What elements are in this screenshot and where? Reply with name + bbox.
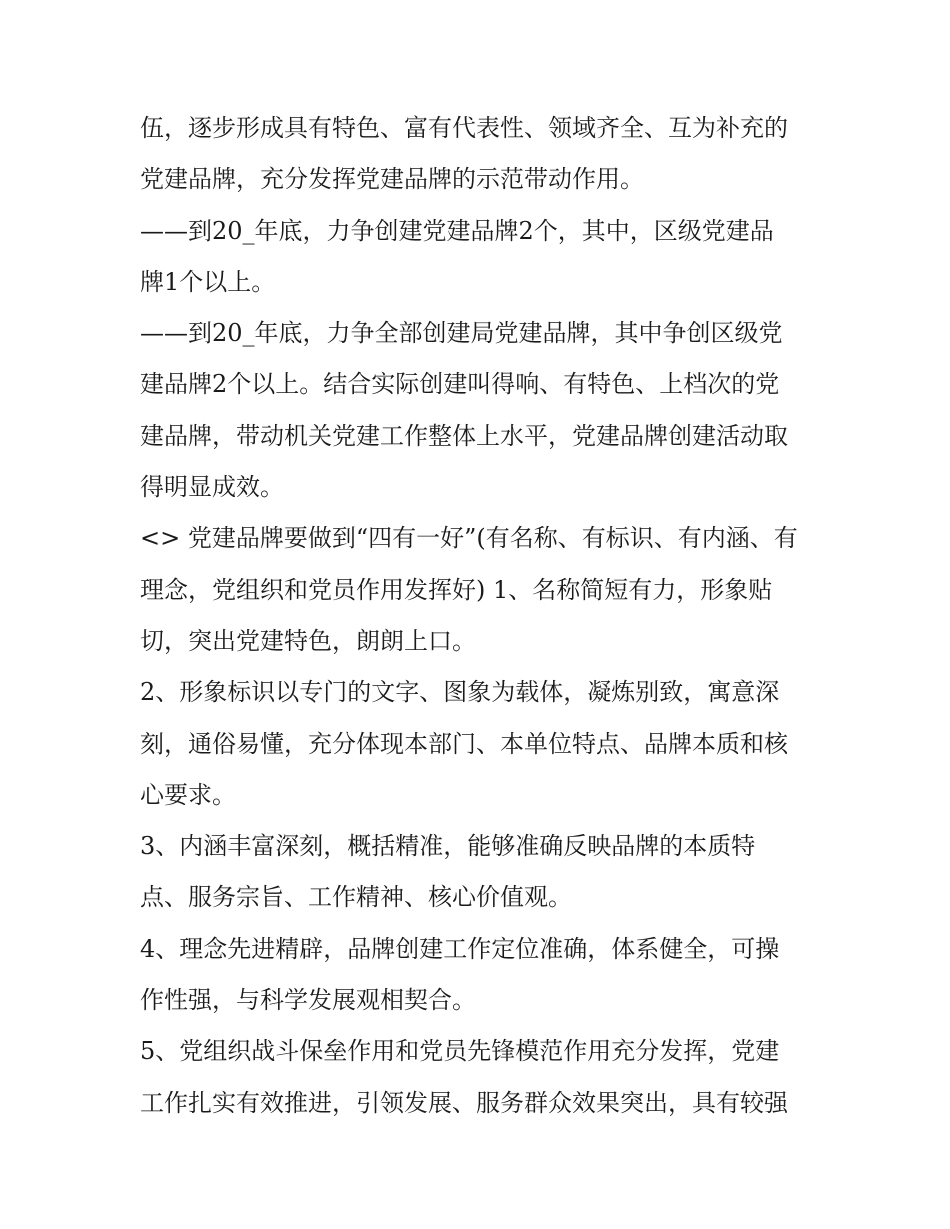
text-line: 点、服务宗旨、工作精神、核心价值观。 [140, 883, 572, 912]
text-line: 4、理念先进精辟，品牌创建工作定位准确，体系健全，可操 [140, 934, 780, 963]
text-line: ——到20_年底，力争创建党建品牌2个，其中，区级党建品 [140, 216, 774, 245]
text-line: ——到20_年底，力争全部创建局党建品牌，其中争创区级党 [140, 319, 783, 348]
text-line: 3、内涵丰富深刻，概括精准，能够准确反映品牌的本质特 [140, 832, 756, 861]
text-line: 建品牌2个以上。结合实际创建叫得响、有特色、上档次的党 [140, 370, 780, 399]
text-line: 党建品牌，充分发挥党建品牌的示范带动作用。 [140, 165, 644, 194]
text-line: 5、党组织战斗保垒作用和党员先锋模范作用充分发挥，党建 [140, 1037, 780, 1066]
text-line: 切，突出党建特色，朗朗上口。 [140, 626, 476, 655]
text-line: 牌1个以上。 [140, 267, 276, 296]
text-line: 2、形象标识以专门的文字、图象为载体，凝炼别致，寓意深 [140, 678, 780, 707]
document-body [140, 103, 820, 1129]
text-line: 建品牌，带动机关党建工作整体上水平，党建品牌创建活动取 [140, 421, 788, 450]
text-line: 伍，逐步形成具有特色、富有代表性、领域齐全、互为补充的 [140, 114, 788, 142]
text-line: 心要求。 [140, 780, 236, 809]
text-line: 工作扎实有效推进，引领发展、服务群众效果突出，具有较强 [140, 1088, 788, 1117]
text-line: 作性强，与科学发展观相契合。 [140, 986, 476, 1015]
text-line: 理念，党组织和党员作用发挥好) 1、名称简短有力，形象贴 [140, 575, 773, 604]
text-line: 得明显成效。 [140, 473, 284, 502]
text-line: 刻，通俗易懂，充分体现本部门、本单位特点、品牌本质和核 [140, 729, 788, 758]
text-line: <> 党建品牌要做到“四有一好”(有名称、有标识、有内涵、有 [140, 524, 798, 553]
